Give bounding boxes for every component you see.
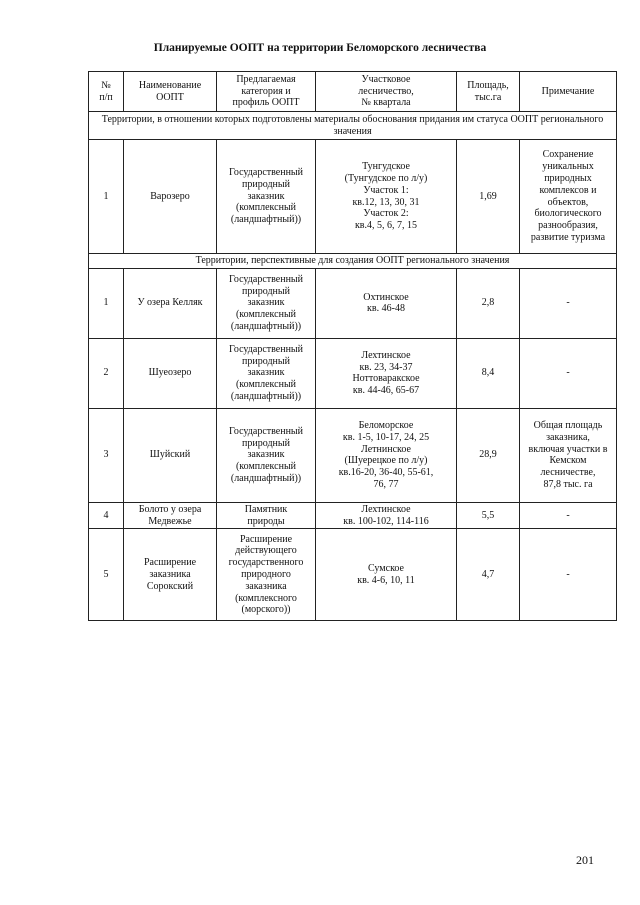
table-row — [89, 338, 617, 408]
document-title: Планируемые ООПТ на территории Беломорского лесничества — [153, 42, 487, 54]
header-name: Наименование ООПТ — [124, 72, 217, 112]
cell-name: Шуйский — [124, 408, 217, 502]
section-label: Территории, в отношении которых подготовлены материалы обоснования придания им статуса ООПТ регионального значения — [89, 112, 617, 140]
header-num: № п/п — [89, 72, 124, 112]
cell-name: Варозеро — [124, 140, 217, 254]
cell-category: Государственный природный заказник (комплексный (ландшафтный)) — [217, 140, 316, 254]
table-row — [89, 502, 617, 529]
cell-area: 28,9 — [457, 408, 520, 502]
table-row — [89, 529, 617, 621]
cell-forestry: Сумское кв. 4-6, 10, 11 — [316, 529, 457, 621]
table-header-row — [89, 72, 617, 112]
cell-name: Расширение заказника Сорокский — [124, 529, 217, 621]
cell-num: 3 — [89, 408, 124, 502]
cell-forestry: Тунгудское (Тунгудское по л/у) Участок 1: кв.12, 13, 30, 31 Участок 2: кв.4, 5, 6, 7, 15 — [316, 140, 457, 254]
section-header-row — [89, 112, 617, 140]
section-label: Территории, перспективные для создания ООПТ регионального значения — [89, 254, 617, 269]
header-category: Предлагаемая категория и профиль ООПТ — [217, 72, 316, 112]
cell-forestry: Лехтинское кв. 100-102, 114-116 — [316, 502, 457, 529]
cell-num: 4 — [89, 502, 124, 529]
header-forestry: Участковое лесничество, № квартала — [316, 72, 457, 112]
cell-num: 1 — [89, 268, 124, 338]
cell-name: Болото у озера Медвежье — [124, 502, 217, 529]
cell-forestry: Беломорское кв. 1-5, 10-17, 24, 25 Летнинское (Шуерецкое по л/у) кв.16-20, 36-40, 55-61, 76, 77 — [316, 408, 457, 502]
cell-num: 1 — [89, 140, 124, 254]
cell-note: Общая площадь заказника, включая участки в Кемском лесничестве, 87,8 тыс. га — [520, 408, 617, 502]
cell-note: - — [520, 502, 617, 529]
cell-category: Памятник природы — [217, 502, 316, 529]
cell-area: 5,5 — [457, 502, 520, 529]
cell-category: Государственный природный заказник (комплексный (ландшафтный)) — [217, 268, 316, 338]
header-note: Примечание — [520, 72, 617, 112]
cell-area: 2,8 — [457, 268, 520, 338]
cell-area: 1,69 — [457, 140, 520, 254]
cell-name: Шуеозеро — [124, 338, 217, 408]
cell-forestry: Лехтинское кв. 23, 34-37 Ноттоваракское кв. 44-46, 65-67 — [316, 338, 457, 408]
cell-note: - — [520, 338, 617, 408]
section-header-row — [89, 254, 617, 269]
cell-area: 4,7 — [457, 529, 520, 621]
cell-forestry: Охтинское кв. 46-48 — [316, 268, 457, 338]
page-number: 201 — [576, 853, 594, 867]
cell-note: - — [520, 529, 617, 621]
table-row — [89, 140, 617, 254]
header-area: Площадь, тыс.га — [457, 72, 520, 112]
cell-note: - — [520, 268, 617, 338]
cell-num: 5 — [89, 529, 124, 621]
table-row — [89, 408, 617, 502]
cell-num: 2 — [89, 338, 124, 408]
cell-category: Государственный природный заказник (комплексный (ландшафтный)) — [217, 408, 316, 502]
table-row — [89, 268, 617, 338]
cell-area: 8,4 — [457, 338, 520, 408]
cell-note: Сохранение уникальных природных комплексов и объектов, биологического разнообразия, развитие туризма — [520, 140, 617, 254]
cell-category: Государственный природный заказник (комплексный (ландшафтный)) — [217, 338, 316, 408]
cell-name: У озера Келляк — [124, 268, 217, 338]
cell-category: Расширение действующего государственного природного заказника (комплексного (морского)) — [217, 529, 316, 621]
protected-areas-table — [88, 71, 617, 621]
